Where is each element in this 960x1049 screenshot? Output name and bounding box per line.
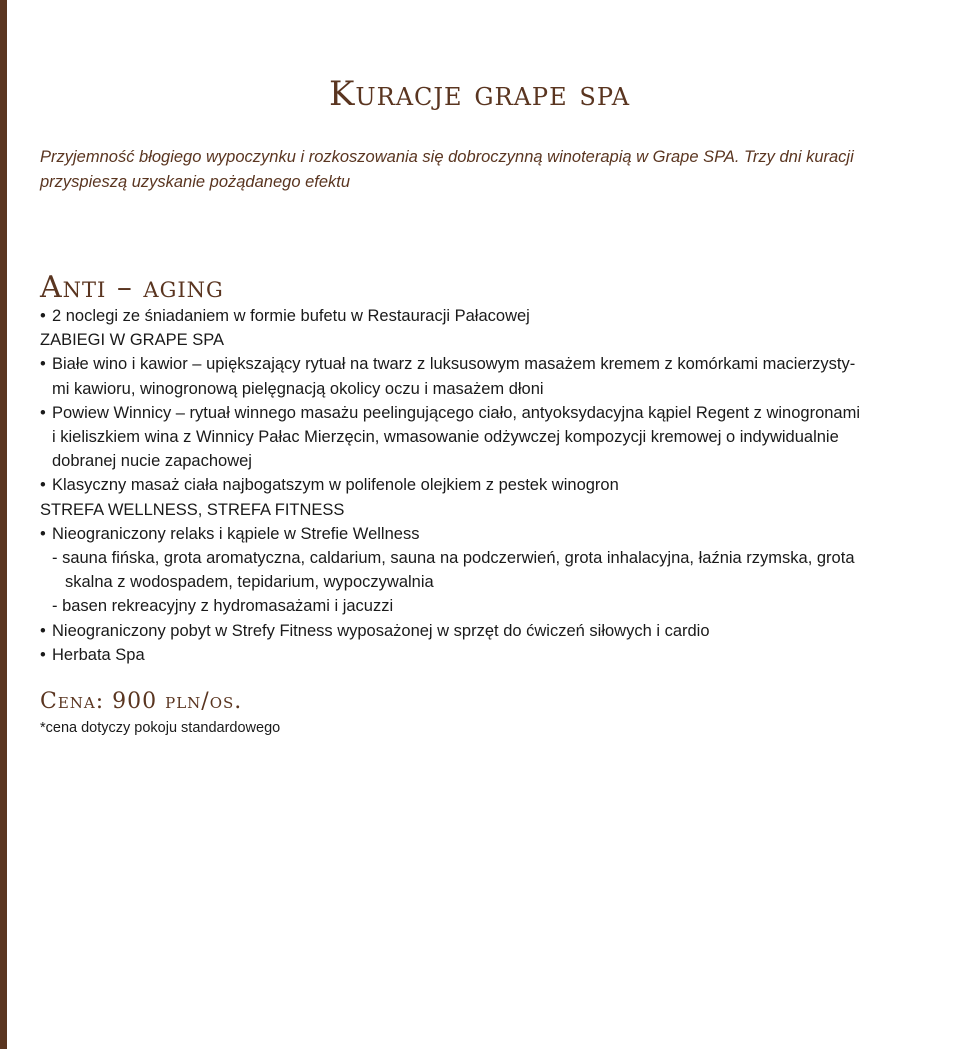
list-item-relaks [40, 522, 958, 546]
bullet-icon: • [40, 355, 46, 374]
list-item-herbata [40, 643, 958, 667]
section-title: Anti – aging [40, 270, 224, 305]
list-item-continuation: mi kawioru, winogronową pielęgnacją okolicy oczu i masażem dłoni [52, 379, 544, 398]
bullet-icon: • [40, 403, 46, 422]
bullet-icon: • [40, 476, 46, 495]
list-item-text: 2 noclegi ze śniadaniem w formie bufetu w Restauracji Pałacowej [52, 307, 530, 325]
intro-line-1: Przyjemność błogiego wypoczynku i rozkoszowania się dobroczynną winoterapią w Grape SPA. Trzy dni kuracji [40, 148, 854, 166]
page-title: Kuracje grape spa [329, 74, 631, 114]
sub-item-basen: - basen rekreacyjny z hydromasażami i jacuzzi [52, 597, 394, 616]
bullet-icon: • [40, 307, 46, 325]
intro-text [40, 145, 945, 195]
intro-line-2: przyspieszą uzyskanie pożądanego efektu [40, 173, 351, 191]
sub-item-sauna: - sauna fińska, grota aromatyczna, caldarium, sauna na podczerwień, grota inhalacyjna, łaźnia rzymska, grota [52, 549, 855, 568]
list-item-fitness [40, 619, 958, 643]
list-item-text: Białe wino i kawior – upiększający rytuał na twarz z luksusowym masażem kremem z komórkami macierzysty- [52, 355, 856, 374]
list-item-text: Herbata Spa [52, 645, 145, 664]
list-item-continuation: dobranej nucie zapachowej [52, 452, 252, 471]
bullet-icon: • [40, 621, 46, 640]
package-list [40, 304, 958, 667]
subheading-zabiegi: ZABIEGI W GRAPE SPA [40, 331, 224, 350]
bullet-icon: • [40, 645, 46, 664]
list-item-powiew-winnicy [40, 401, 958, 425]
list-item-biale-wino [40, 352, 958, 376]
subheading-strefa: STREFA WELLNESS, STREFA FITNESS [40, 500, 345, 519]
bullet-icon: • [40, 524, 46, 543]
left-accent-bar [0, 0, 7, 1049]
sub-item-continuation: skalna z wodospadem, tepidarium, wypoczywalnia [65, 573, 434, 592]
list-item-continuation: i kieliszkiem wina z Winnicy Pałac Mierzęcin, wmasowanie odżywczej kompozycji kremowej o indywidualnie [52, 428, 839, 447]
price-note: *cena dotyczy pokoju standardowego [40, 720, 281, 736]
list-item-klasyczny-masaz [40, 473, 958, 497]
price-title: Cena: 900 pln/os. [40, 689, 243, 714]
list-item-text: Nieograniczony relaks i kąpiele w Strefie Wellness [52, 524, 420, 543]
list-item-noclegi [40, 304, 958, 328]
list-item-text: Klasyczny masaż ciała najbogatszym w polifenole olejkiem z pestek winogron [52, 476, 619, 495]
list-item-text: Nieograniczony pobyt w Strefy Fitness wyposażonej w sprzęt do ćwiczeń siłowych i cardio [52, 621, 710, 640]
list-item-text: Powiew Winnicy – rytuał winnego masażu peelingującego ciało, antyoksydacyjna kąpiel Regent z winogronami [52, 403, 861, 422]
